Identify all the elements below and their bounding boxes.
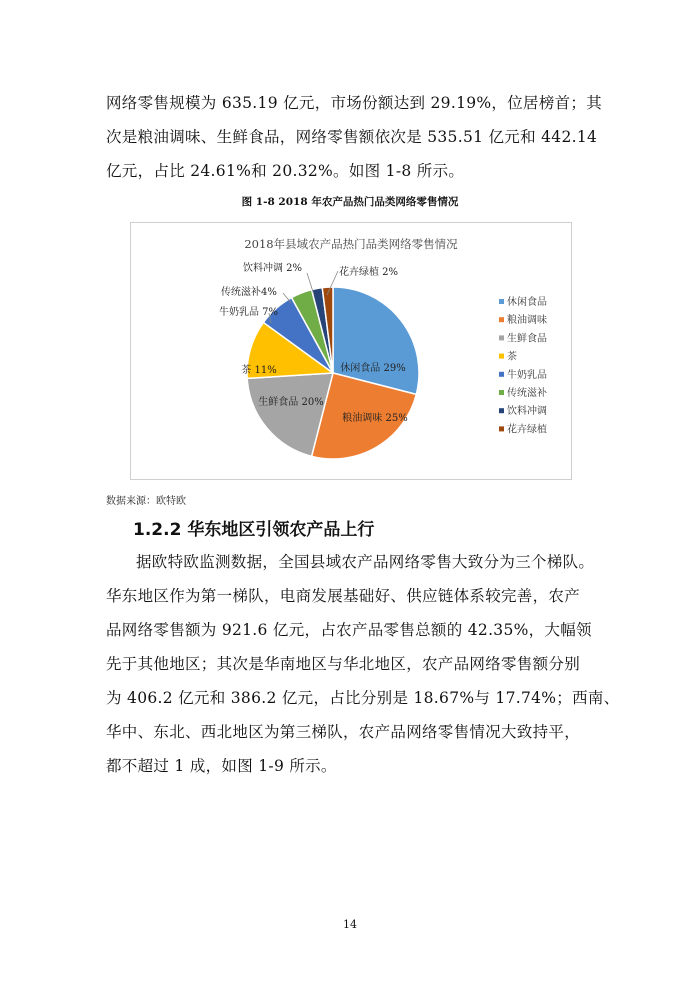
legend-swatch: [499, 372, 504, 377]
legend-swatch: [499, 408, 504, 413]
text-line: 为 406.2 亿元和 386.2 亿元，占比分别是 18.67%与 17.74%；西南、: [106, 689, 620, 707]
text-line: 先于其他地区；其次是华南地区与华北地区，农产品网络零售额分别: [106, 655, 581, 673]
data-label: 茶 11%: [241, 365, 277, 376]
data-label: 饮料冲调 2%: [243, 263, 303, 274]
legend-swatch: [499, 390, 504, 395]
data-label: 牛奶乳品 7%: [219, 307, 279, 318]
chart-title: 2018年县域农产品热门品类网络零售情况: [244, 237, 458, 251]
legend-label: 粮油调味: [507, 315, 547, 327]
pie-chart: [130, 222, 572, 480]
legend-label: 休闲食品: [507, 297, 547, 308]
text-line: 亿元，占比 24.61%和 20.32%。如图 1-8 所示。: [106, 162, 465, 180]
data-label: 休闲食品 29%: [340, 363, 406, 374]
data-label: 传统滋补4%: [221, 287, 277, 298]
legend-swatch: [499, 426, 504, 431]
legend-label: 花卉绿植: [507, 424, 547, 436]
text-line: 都不超过 1 成，如图 1-9 所示。: [106, 757, 337, 775]
text-line: 品网络零售额为 921.6 亿元，占农产品零售总额的 42.35%，大幅领: [106, 621, 592, 639]
legend-label: 牛奶乳品: [507, 369, 547, 381]
pie-chart-svg: [131, 223, 571, 479]
data-label: 花卉绿植 2%: [339, 267, 399, 278]
figure-caption: 图 1-8 2018 年农产品热门品类网络零售情况: [241, 196, 459, 208]
text-line: 据欧特欧监测数据，全国县域农产品网络零售大致分为三个梯队。: [136, 553, 595, 571]
data-label: 生鲜食品 20%: [258, 397, 324, 408]
legend-swatch: [499, 354, 504, 359]
section-heading: 1.2.2 华东地区引领农产品上行: [133, 520, 375, 540]
text-line: 华东地区作为第一梯队，电商发展基础好、供应链体系较完善，农产: [106, 587, 581, 605]
page-number: 14: [343, 918, 357, 931]
legend-swatch: [499, 299, 504, 304]
legend-swatch: [499, 335, 504, 340]
data-label: 粮油调味 25%: [342, 413, 408, 424]
legend-label: 生鲜食品: [507, 333, 547, 345]
text-line: 华中、东北、西北地区为第三梯队，农产品网络零售情况大致持平，: [106, 723, 581, 741]
legend-label: 饮料冲调: [507, 406, 547, 418]
source-note: 数据来源：欧特欧: [106, 496, 186, 507]
text-line: 网络零售规模为 635.19 亿元，市场份额达到 29.19%，位居榜首；其: [106, 94, 603, 112]
intro-paragraph: [106, 86, 606, 188]
body-paragraph: [106, 545, 620, 783]
legend-label: 茶: [507, 351, 517, 363]
legend-label: 传统滋补: [507, 388, 547, 399]
legend-swatch: [499, 317, 504, 322]
text-line: 次是粮油调味、生鲜食品，网络零售额依次是 535.51 亿元和 442.14: [106, 128, 598, 146]
